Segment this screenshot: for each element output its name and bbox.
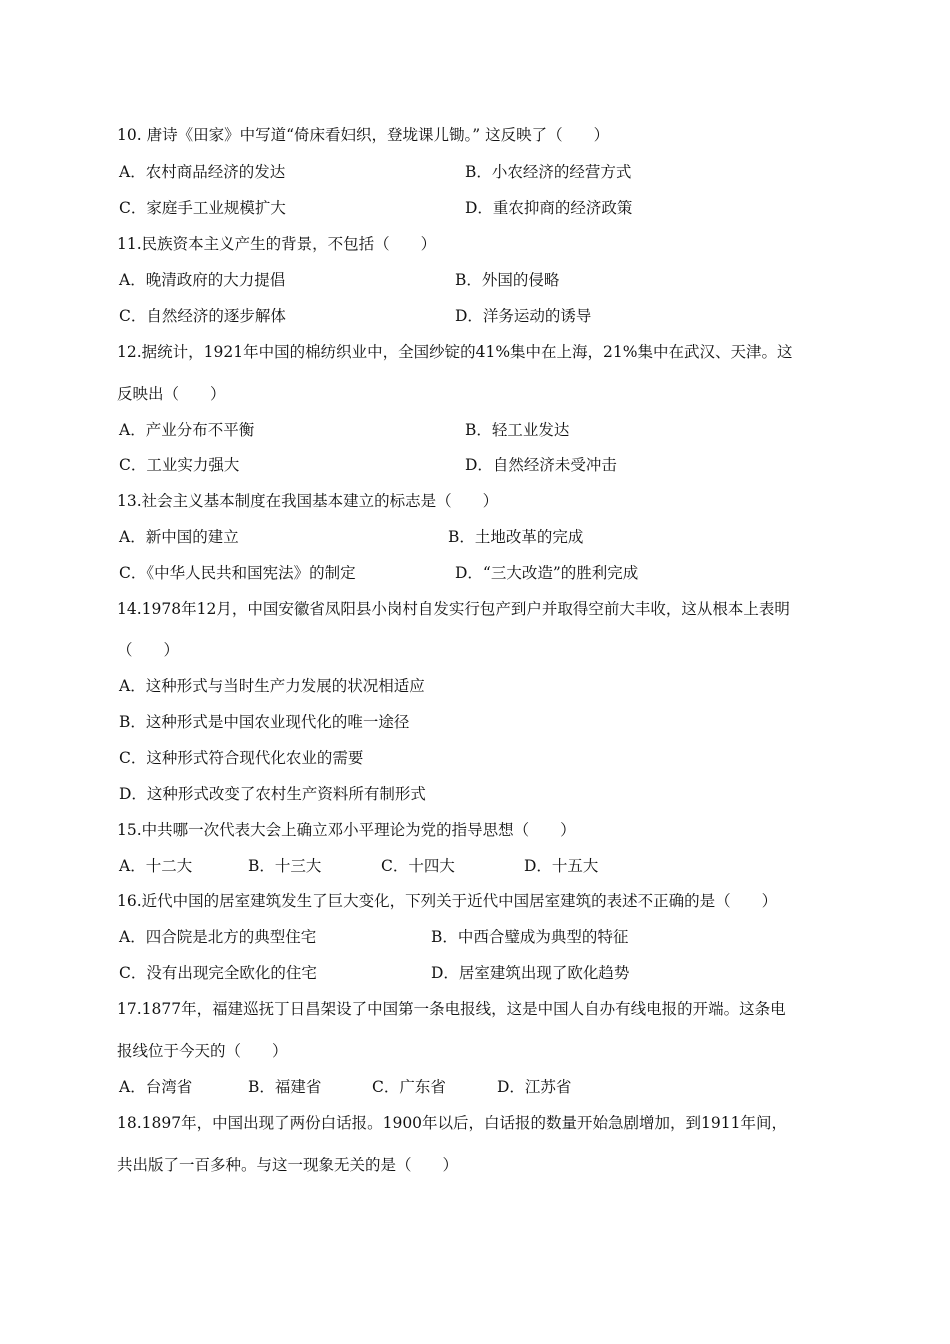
question-11-option-d: D．洋务运动的诱导 bbox=[455, 307, 592, 325]
question-14-option-d: D．这种形式改变了农村生产资料所有制形式 bbox=[119, 785, 426, 803]
question-12-option-a: A．产业分布不平衡 bbox=[119, 421, 255, 439]
question-17-stem-line-2: 报线位于今天的（ ） bbox=[117, 1042, 288, 1060]
question-18-stem-line-2: 共出版了一百多种。与这一现象无关的是（ ） bbox=[117, 1156, 459, 1174]
question-15-option-a: A．十二大 bbox=[119, 857, 193, 875]
question-14-option-b: B．这种形式是中国农业现代化的唯一途径 bbox=[119, 713, 410, 731]
question-14-option-c: C．这种形式符合现代化农业的需要 bbox=[119, 749, 364, 767]
question-13-option-a: A．新中国的建立 bbox=[119, 528, 239, 546]
question-16-option-a: A．四合院是北方的典型住宅 bbox=[119, 928, 317, 946]
question-12-stem-line-2: 反映出（ ） bbox=[117, 385, 226, 403]
question-17-option-b: B．福建省 bbox=[248, 1078, 322, 1096]
question-12-option-c: C．工业实力强大 bbox=[119, 456, 240, 474]
question-10-stem: 10. 唐诗《田家》中写道“倚床看妇织，登垅课儿锄。” 这反映了（ ） bbox=[117, 126, 610, 144]
question-16-stem: 16.近代中国的居室建筑发生了巨大变化，下列关于近代中国居室建筑的表述不正确的是（ ） bbox=[117, 892, 778, 910]
question-13-stem: 13.社会主义基本制度在我国基本建立的标志是（ ） bbox=[117, 492, 499, 510]
question-15-option-c: C．十四大 bbox=[381, 857, 455, 875]
question-11-option-a: A．晚清政府的大力提倡 bbox=[119, 271, 286, 289]
question-17-stem-line-1: 17.1877年，福建巡抚丁日昌架设了中国第一条电报线，这是中国人自办有线电报的开端。这条电 bbox=[117, 1000, 786, 1018]
question-13-option-d: D．“三大改造”的胜利完成 bbox=[455, 564, 639, 582]
question-15-option-d: D．十五大 bbox=[524, 857, 599, 875]
question-11-stem: 11.民族资本主义产生的背景，不包括（ ） bbox=[117, 235, 437, 253]
question-13-option-c: C．《中华人民共和国宪法》的制定 bbox=[119, 564, 356, 582]
question-14-stem-line-1: 14.1978年12月，中国安徽省凤阳县小岗村自发实行包产到户并取得空前大丰收，这从根本上表明 bbox=[117, 600, 790, 618]
question-17-option-d: D．江苏省 bbox=[497, 1078, 572, 1096]
question-12-stem-line-1: 12.据统计，1921年中国的棉纺织业中，全国纱锭的41%集中在上海，21%集中在武汉、天津。这 bbox=[117, 343, 793, 361]
question-12-option-b: B．轻工业发达 bbox=[465, 421, 570, 439]
question-10-option-c: C．家庭手工业规模扩大 bbox=[119, 199, 286, 217]
question-14-option-a: A．这种形式与当时生产力发展的状况相适应 bbox=[119, 677, 425, 695]
question-10-option-a: A．农村商品经济的发达 bbox=[119, 163, 286, 181]
question-11-option-c: C．自然经济的逐步解体 bbox=[119, 307, 286, 325]
question-17-option-c: C．广东省 bbox=[372, 1078, 446, 1096]
question-16-option-c: C．没有出现完全欧化的住宅 bbox=[119, 964, 317, 982]
question-15-option-b: B．十三大 bbox=[248, 857, 322, 875]
question-15-stem: 15.中共哪一次代表大会上确立邓小平理论为党的指导思想（ ） bbox=[117, 821, 576, 839]
question-11-option-b: B．外国的侵略 bbox=[455, 271, 560, 289]
question-18-stem-line-1: 18.1897年，中国出现了两份白话报。1900年以后，白话报的数量开始急剧增加，到1911年间， bbox=[117, 1114, 787, 1132]
question-10-option-b: B．小农经济的经营方式 bbox=[465, 163, 632, 181]
question-12-option-d: D．自然经济未受冲击 bbox=[465, 456, 617, 474]
question-16-option-b: B．中西合璧成为典型的特征 bbox=[431, 928, 629, 946]
question-16-option-d: D．居室建筑出现了欧化趋势 bbox=[431, 964, 630, 982]
question-10-option-d: D．重农抑商的经济政策 bbox=[465, 199, 633, 217]
question-13-option-b: B．土地改革的完成 bbox=[448, 528, 584, 546]
question-17-option-a: A．台湾省 bbox=[119, 1078, 193, 1096]
question-14-stem-line-2: （ ） bbox=[117, 641, 180, 659]
